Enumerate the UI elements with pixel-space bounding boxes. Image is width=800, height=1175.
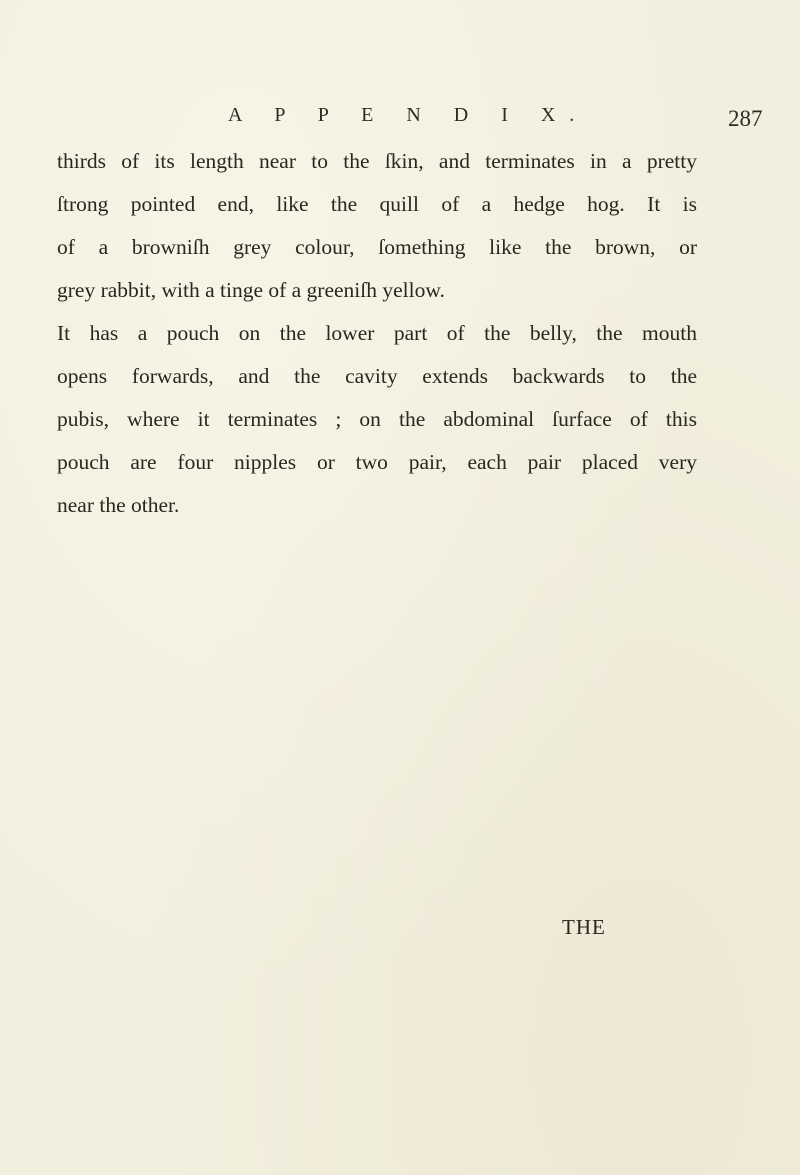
text-line: of a browniſh grey colour, ſomething like the brown, or (57, 235, 697, 259)
text-line: opens forwards, and the cavity extends backwards to the (57, 364, 697, 388)
text-line: pouch are four nipples or two pair, each pair placed very (57, 450, 697, 474)
catchword: THE (562, 915, 606, 939)
text-line: grey rabbit, with a tinge of a greeniſh yellow. (57, 278, 445, 302)
running-title: A P P E N D I X. (228, 104, 589, 126)
running-head (0, 104, 800, 134)
text-line: ſtrong pointed end, like the quill of a hedge hog. It is (57, 192, 697, 216)
body-text (57, 140, 697, 527)
text-line: pubis, where it terminates ; on the abdominal ſurface of this (57, 407, 697, 431)
text-line: It has a pouch on the lower part of the belly, the mouth (57, 321, 697, 345)
page-number: 287 (728, 106, 763, 131)
text-line: near the other. (57, 493, 180, 517)
text-line: thirds of its length near to the ſkin, and terminates in a pretty (57, 149, 697, 173)
